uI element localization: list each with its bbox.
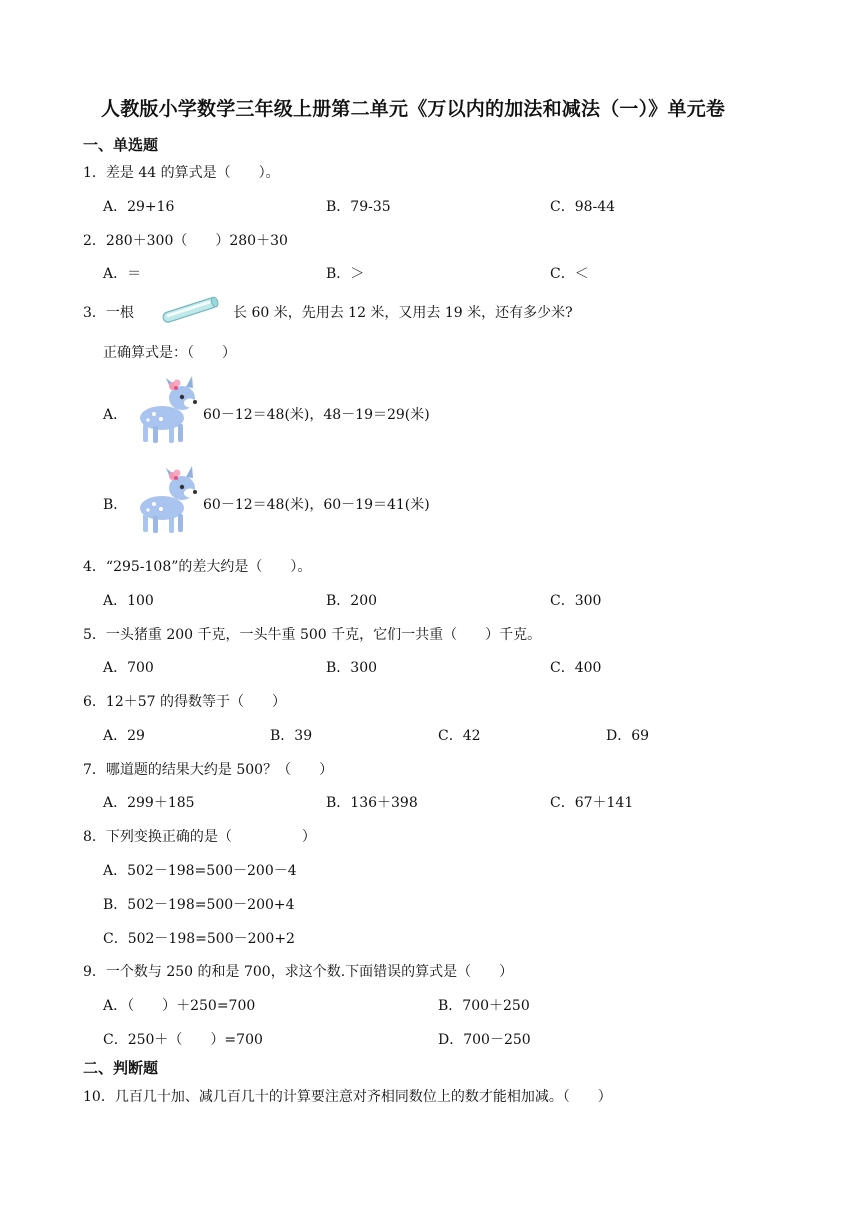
question-9: 9．一个数与 250 的和是 700，求这个数.下面错误的算式是（ ） [83, 964, 514, 980]
q9-option-d[interactable]: D．700－250 [438, 1032, 531, 1048]
q2-option-b[interactable]: B．＞ [326, 266, 365, 282]
question-6: 6．12＋57 的得数等于（ ） [83, 694, 286, 710]
q3-option-a-label[interactable]: A． [103, 407, 128, 423]
question-10: 10．几百几十加、减几百几十的计算要注意对齐相同数位上的数才能相加减。（ ） [83, 1089, 612, 1105]
q4-option-c[interactable]: C．300 [550, 593, 602, 609]
question-3-prompt: 正确算式是：（ ） [103, 345, 236, 361]
q3-option-a-text: 60－12＝48(米)，48－19＝29(米) [203, 407, 430, 423]
q5-option-c[interactable]: C．400 [550, 660, 602, 676]
question-4: 4．“295-108”的差大约是（ ）。 [83, 559, 312, 575]
q1-option-a[interactable]: A．29+16 [103, 199, 175, 215]
q8-option-b[interactable]: B．502－198=500－200+4 [103, 897, 295, 913]
q5-option-b[interactable]: B．300 [326, 660, 378, 676]
page-title: 人教版小学数学三年级上册第二单元《万以内的加法和减法（一）》单元卷 [101, 98, 726, 120]
q6-option-c[interactable]: C．42 [438, 728, 481, 744]
q2-option-a[interactable]: A．＝ [103, 266, 142, 282]
section-single-choice: 一、单选题 [83, 136, 159, 154]
q9-option-b[interactable]: B．700＋250 [438, 998, 530, 1014]
fawn-icon [126, 372, 200, 446]
question-2: 2．280＋300（ ）280＋30 [83, 233, 288, 249]
question-3-text: 长 60 米，先用去 12 米，又用去 19 米，还有多少米? [233, 305, 573, 321]
q3-option-b-label[interactable]: B． [103, 497, 128, 513]
q6-option-a[interactable]: A．29 [103, 728, 145, 744]
q8-option-c[interactable]: C．502－198=500－200+2 [103, 931, 295, 947]
q1-option-b[interactable]: B．79-35 [326, 199, 391, 215]
q6-option-b[interactable]: B．39 [270, 728, 313, 744]
q4-option-a[interactable]: A．100 [103, 593, 154, 609]
question-7: 7．哪道题的结果大约是 500？（ ） [83, 762, 334, 778]
q8-option-a[interactable]: A．502－198=500－200－4 [103, 863, 297, 879]
glass-tube-icon [158, 292, 222, 328]
q1-option-c[interactable]: C．98-44 [550, 199, 616, 215]
q5-option-a[interactable]: A．700 [103, 660, 154, 676]
q2-option-c[interactable]: C．＜ [550, 266, 589, 282]
fawn-icon [126, 462, 200, 536]
q7-option-b[interactable]: B．136＋398 [326, 795, 418, 811]
q3-option-b-text: 60－12＝48(米)，60－19＝41(米) [203, 497, 430, 513]
question-1: 1．差是 44 的算式是（ ）。 [83, 165, 280, 181]
q9-option-c[interactable]: C．250＋（ ）=700 [103, 1032, 263, 1048]
question-3-prefix: 3．一根 [83, 305, 134, 321]
question-5: 5．一头猪重 200 千克，一头牛重 500 千克，它们一共重（ ）千克。 [83, 627, 542, 643]
q9-option-a[interactable]: A．（ ）＋250=700 [103, 998, 256, 1014]
q6-option-d[interactable]: D．69 [606, 728, 650, 744]
q7-option-a[interactable]: A．299＋185 [103, 795, 195, 811]
question-8: 8．下列变换正确的是（ ） [83, 829, 316, 845]
section-true-false: 二、判断题 [83, 1059, 159, 1077]
q4-option-b[interactable]: B．200 [326, 593, 378, 609]
q7-option-c[interactable]: C．67＋141 [550, 795, 634, 811]
